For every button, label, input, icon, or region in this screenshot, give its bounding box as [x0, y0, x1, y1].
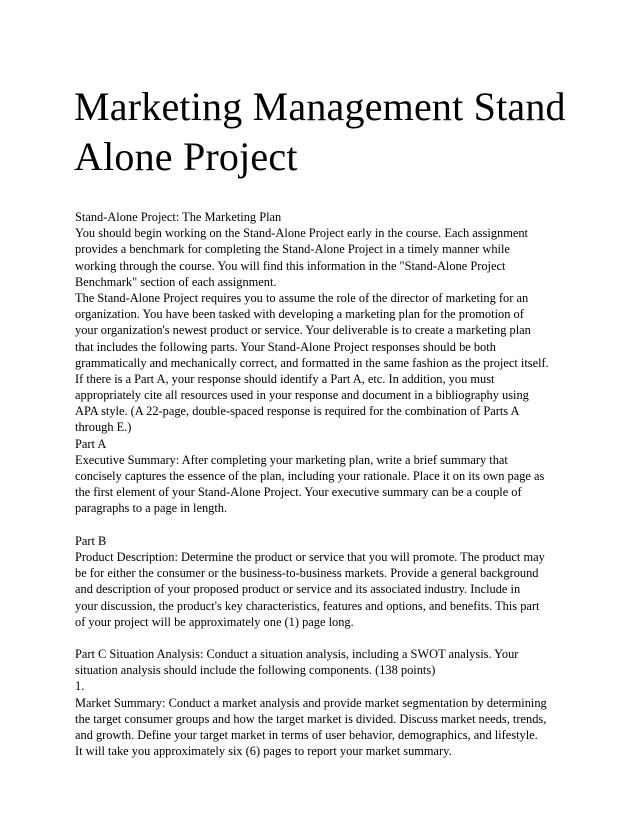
- section-heading-part-a: Part A: [75, 436, 107, 451]
- body-line: your organization's newest product or service. Your deliverable is to create a marketing plan: [75, 323, 531, 338]
- document-title: [74, 82, 574, 182]
- body-line: the target consumer groups and how the target market is divided. Discuss market needs, trends,: [75, 711, 547, 726]
- body-line: of your project will be approximately one (1) page long.: [75, 614, 354, 629]
- body-line: provides a benchmark for completing the Stand-Alone Project in a timely manner while: [75, 242, 510, 257]
- body-line: concisely captures the essence of the plan, including your rationale. Place it on its own page as: [75, 469, 545, 483]
- list-number: 1.: [75, 679, 85, 694]
- body-line: If there is a Part A, your response should identify a Part A, etc. In addition, you must: [75, 371, 495, 386]
- body-line: grammatically and mechanically correct, and formatted in the same fashion as the project itself.: [75, 355, 549, 370]
- body-line: situation analysis should include the following components. (138 points): [75, 663, 436, 678]
- body-line: that includes the following parts. Your Stand-Alone Project responses should be both: [75, 339, 496, 354]
- body-line: Market Summary: Conduct a market analysis and provide market segmentation by determining: [75, 695, 547, 710]
- body-line: Stand-Alone Project: The Marketing Plan: [75, 210, 282, 224]
- body-line: Product Description: Determine the product or service that you will promote. The product may: [75, 549, 545, 564]
- section-heading-part-b: Part B: [75, 533, 107, 548]
- body-line: through E.): [75, 420, 132, 435]
- body-line: appropriately cite all resources used in your response and document in a bibliography using: [75, 388, 529, 403]
- paragraph-gap: [75, 517, 563, 533]
- body-line: You should begin working on the Stand-Alone Project early in the course. Each assignment: [75, 226, 528, 241]
- title-line: Alone Project: [74, 134, 298, 179]
- body-line: your discussion, the product's key characteristics, features and options, and benefits. This part: [75, 598, 540, 613]
- body-line: organization. You have been tasked with developing a marketing plan for the promotion of: [75, 307, 524, 322]
- body-line: The Stand-Alone Project requires you to assume the role of the director of marketing for an: [75, 290, 529, 305]
- body-line: Benchmark" section of each assignment.: [75, 274, 277, 289]
- paragraph-gap: [75, 630, 563, 646]
- body-line: the first element of your Stand-Alone Project. Your executive summary can be a couple of: [75, 485, 522, 500]
- document-body: [75, 209, 563, 759]
- section-heading-part-c: Part C Situation Analysis: Conduct a situation analysis, including a SWOT analysis. Your: [75, 647, 519, 662]
- title-line: Marketing Management Stand: [74, 84, 566, 129]
- body-line: be for either the consumer or the business-to-business markets. Provide a general background: [75, 566, 539, 581]
- body-line: It will take you approximately six (6) pages to report your market summary.: [75, 744, 452, 759]
- body-line: and growth. Define your target market in terms of user behavior, demographics, and lifestyle.: [75, 728, 538, 742]
- body-line: APA style. (A 22-page, double-spaced response is required for the combination of Parts A: [75, 404, 520, 419]
- body-line: working through the course. You will find this information in the "Stand-Alone Project: [75, 258, 506, 273]
- body-line: Executive Summary: After completing your marketing plan, write a brief summary that: [75, 452, 508, 467]
- body-line: paragraphs to a page in length.: [75, 501, 228, 516]
- body-line: and description of your proposed product or service and its associated industry. Include in: [75, 582, 521, 597]
